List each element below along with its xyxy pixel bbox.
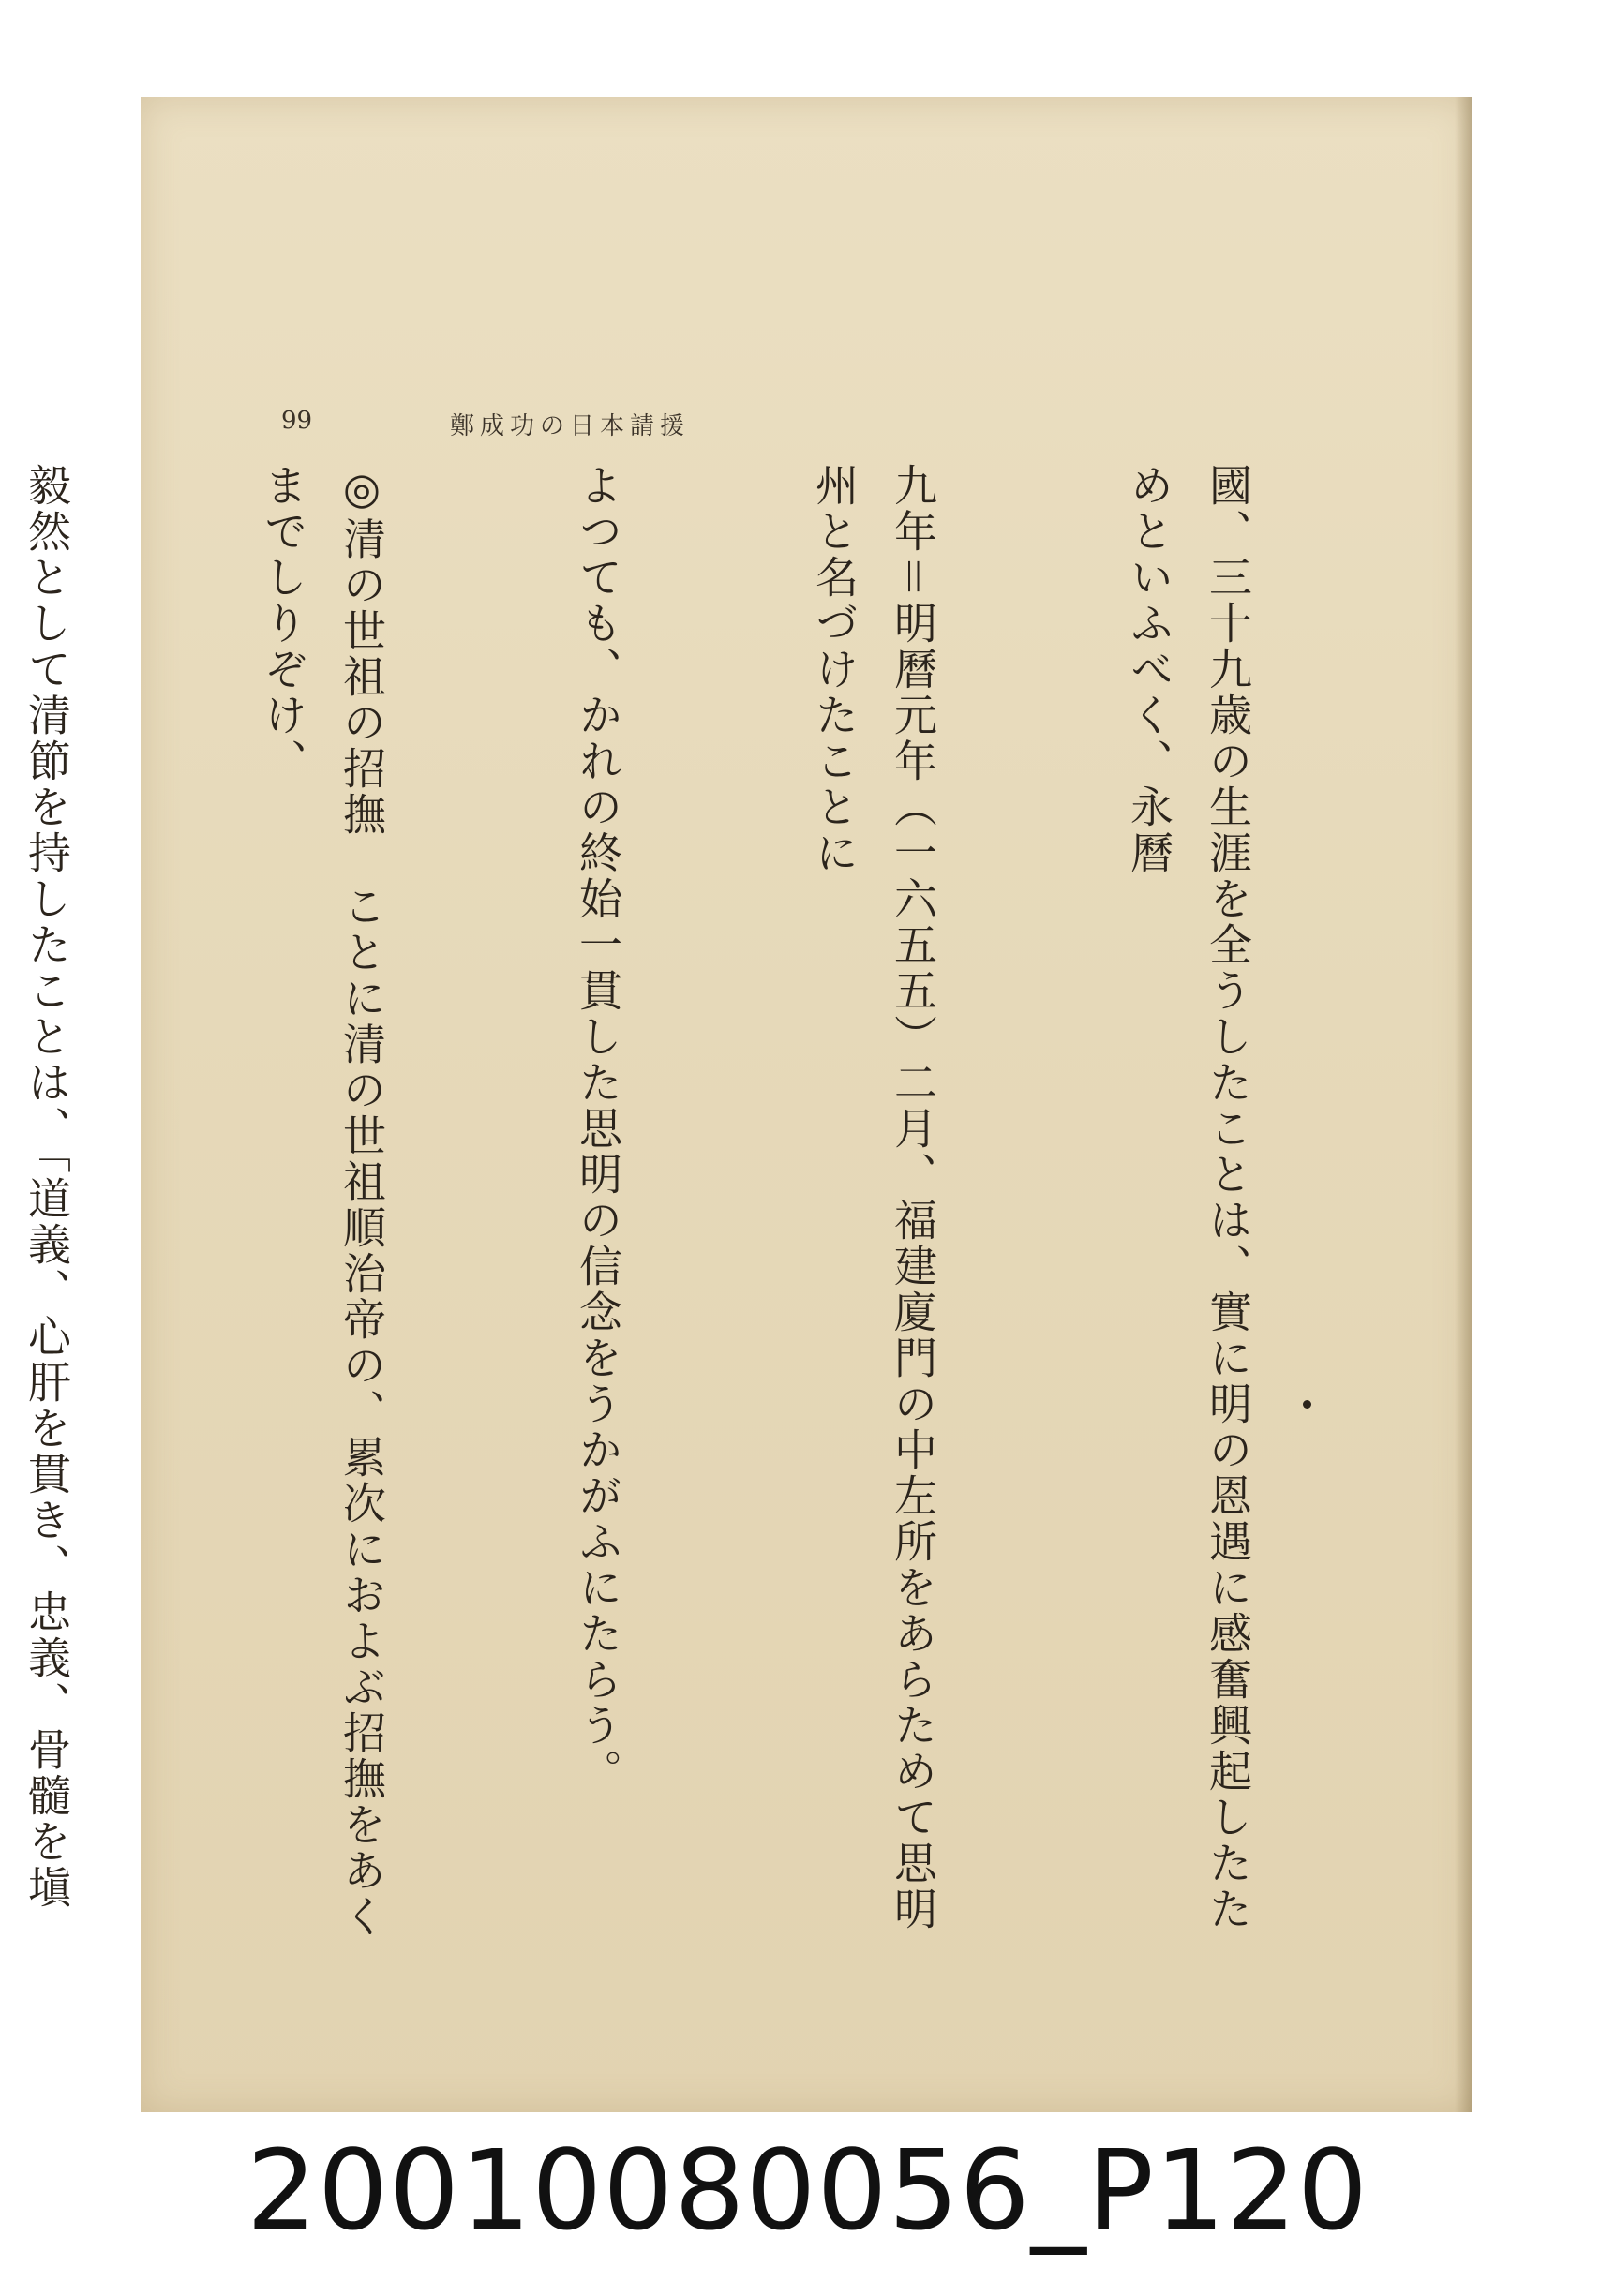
- ink-dot-mark: [1303, 1400, 1311, 1409]
- text-line: 毅然として清節を持したことは、「道義、心肝を貫き、忠義、骨髓を塡: [22, 463, 72, 1911]
- vertical-text-body: [22, 463, 1425, 1962]
- text-line: よつても、かれの終始一貫した思明の信念をうかがふにたらう。: [573, 463, 623, 1795]
- book-page: [22, 97, 1472, 2112]
- running-head-title: 鄭成功の日本請援: [450, 412, 691, 440]
- text-line: 九年＝明曆元年（一六五五）二月、福建廈門の中左所をあらためて思明州と名づけたことに: [809, 463, 938, 1932]
- accession-id-label: 20010080056_P120: [246, 2125, 1369, 2255]
- section-heading-line: ◎清の世祖の招撫 ことに清の世祖順治帝の、累次におよぶ招撫をあくまでしりぞけ、: [258, 463, 387, 1940]
- page-number: 99: [281, 407, 313, 435]
- text-line: 國、三十九歳の生涯を全うしたことは、實に明の恩遇に感奮興起したためといふべく、永曆: [1124, 463, 1253, 1932]
